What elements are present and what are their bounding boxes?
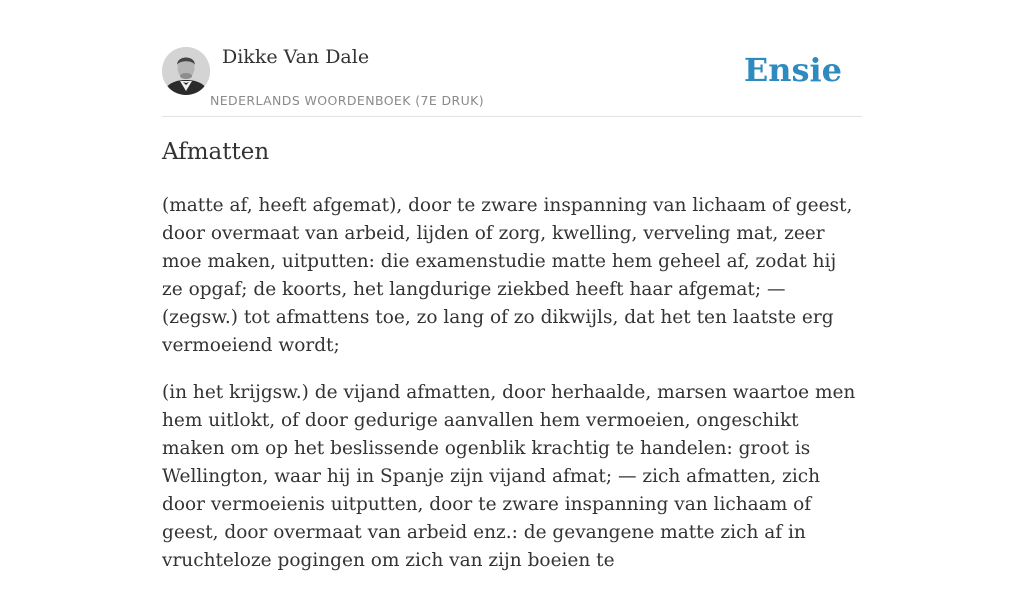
brand-logo[interactable]: Ensie xyxy=(743,51,842,89)
author-name[interactable]: Dikke Van Dale xyxy=(222,46,370,68)
entry-paragraph: (matte af, heeft afgemat), door te zware inspanning van lichaam of geest, door overmaat van arbeid, lijden of zorg, kwelling, verveling mat, zeer moe maken, uitputten: die examenstudie matte hem geheel af, zodat hij ze opgaf; de koorts, het langdurige ziekbed heeft haar afgemat; — (zegsw.) tot afmattens toe, zo lang of zo dikwijls, dat het ten laatste erg vermoeiend wordt; xyxy=(162,195,853,356)
entry-body xyxy=(162,192,862,594)
entry-title: Afmatten xyxy=(162,139,270,165)
entry-paragraph: (in het krijgsw.) de vijand afmatten, door herhaalde, marsen waartoe men hem uitlokt, of door gedurige aanvallen hem vermoeien, ongeschikt maken om op het beslissende ogenblik krachtig te handelen: groot is Wellington, waar hij in Spanje zijn vijand afmat; — zich afmatten, zich door vermoeienis uitputten, door te zware inspanning van lichaam of geest, door overmaat van arbeid enz.: de gevangene matte zich af in vruchteloze pogingen om zich van zijn boeien te xyxy=(162,382,856,571)
source-label[interactable]: NEDERLANDS WOORDENBOEK (7E DRUK) xyxy=(210,93,485,108)
avatar[interactable] xyxy=(162,47,210,95)
header xyxy=(162,0,862,117)
